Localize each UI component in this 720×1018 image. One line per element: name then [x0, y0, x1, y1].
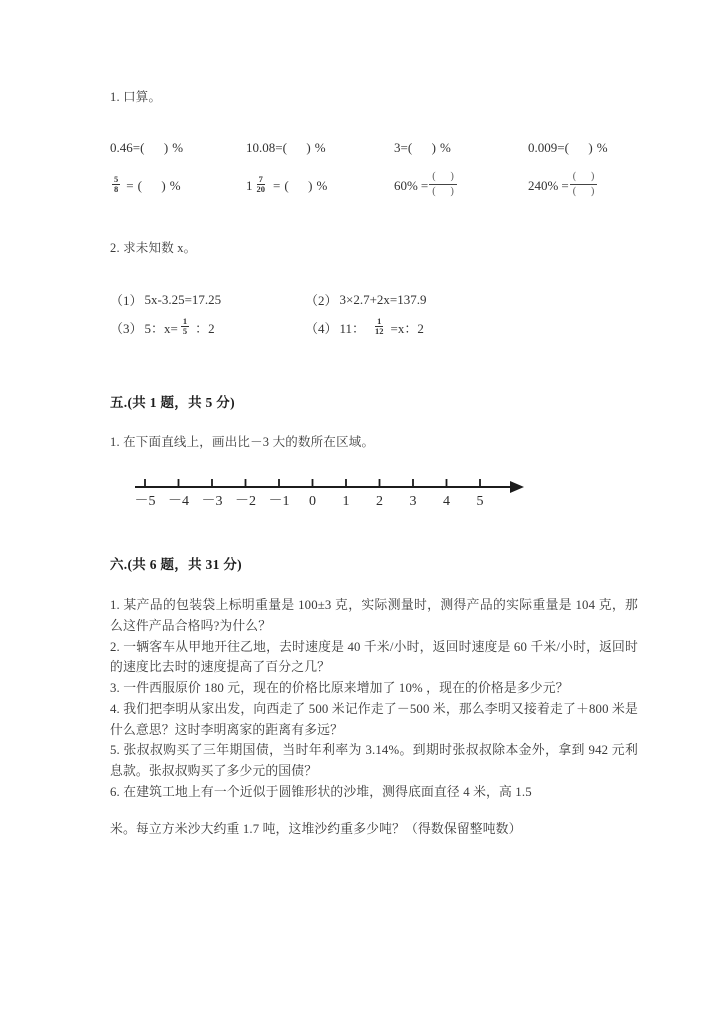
percent-sign: % — [596, 139, 608, 155]
fraction-denominator: 8 — [114, 184, 119, 195]
equation-suffix: ：2 — [195, 321, 215, 336]
number-line — [110, 469, 638, 525]
equation-text: 5x-3.25=17.25 — [144, 291, 222, 307]
section-5-heading: 五.(共 1 题，共 5 分) — [110, 394, 235, 410]
section-6-heading: 六.(共 6 题，共 31 分) — [110, 557, 242, 573]
equals-sign: = — [273, 177, 281, 193]
section-6-question-1: 1. 某产品的包装袋上标明重量是 100±3 克，实际测量时，测得产品的实际重量是 104 克，那么这件产品合格吗?为什么？ — [110, 598, 638, 633]
fraction — [373, 317, 386, 336]
answer-blank[interactable]: ( ) — [282, 139, 311, 155]
oral-calc-item — [528, 140, 638, 156]
number-line-arrow-icon — [510, 481, 524, 493]
expr-text: 0.46= — [110, 139, 141, 155]
number-line-tick-label: 1 — [342, 494, 350, 510]
equation-item-1 — [110, 290, 305, 309]
percent-sign: % — [440, 139, 451, 155]
equation-prefix: 11： — [339, 321, 366, 336]
equals-sign: = — [561, 177, 569, 193]
equation-suffix: =x：2 — [390, 321, 424, 336]
equals-sign: = — [420, 177, 429, 193]
fraction-numerator: 5 — [114, 174, 119, 185]
equation-item-3 — [110, 315, 305, 337]
number-line-svg — [110, 469, 550, 521]
number-line-tick-label: －4 — [168, 494, 189, 510]
number-line-tick-label: 4 — [443, 494, 450, 510]
fraction-numerator: 1 — [377, 315, 382, 326]
section-6-question-2: 2. 一辆客车从甲地开往乙地，去时速度是 40 千米/小时，返回时速度是 60 千米/小时，返回时的速度比去时的速度提高了百分之几？ — [110, 639, 638, 675]
equation-item-2 — [305, 290, 545, 309]
equation-tag: （4） — [305, 321, 338, 336]
fraction-numerator-blank[interactable]: ( ) — [429, 171, 457, 186]
fraction-numerator: 7 — [258, 174, 263, 185]
oral-calc-item — [528, 172, 638, 200]
mixed-whole: 1 — [246, 177, 253, 193]
section-6-question-6-tail: 米。每立方米沙大约重 1.7 吨，这堆沙约重多少吨？（得数保留整吨数） — [110, 822, 522, 837]
worksheet-content — [110, 88, 638, 840]
percent-value: 240% — [528, 177, 559, 193]
answer-blank[interactable]: ( ) — [564, 139, 593, 155]
expr-text: 0.009= — [528, 139, 565, 155]
fraction-numerator: 1 — [182, 315, 188, 326]
number-line-tick-label: －1 — [268, 494, 290, 510]
answer-blank[interactable]: ( ) — [407, 139, 437, 155]
solve-x-heading: 2. 求未知数 x。 — [110, 240, 197, 255]
oral-calc-heading: 1. 口算。 — [110, 90, 162, 104]
fraction-denominator: 20 — [256, 184, 265, 195]
number-line-tick-label: －2 — [235, 494, 256, 510]
fraction-numerator-blank[interactable]: ( ) — [570, 171, 598, 186]
fraction — [181, 317, 189, 336]
number-line-tick-label: －3 — [201, 494, 223, 510]
oral-calc-row-1 — [110, 135, 638, 161]
number-line-tick-label: －5 — [134, 494, 156, 510]
equation-tag: （2） — [305, 293, 338, 308]
equation-text: 3×2.7+2x=137.9 — [339, 291, 427, 307]
section-6-question-4: 4. 我们把李明从家出发，向西走了 500 米记作走了－500 米，那么李明又接着走了＋800 米是什么意思？这时李明离家的距离有多远？ — [110, 701, 638, 737]
equals-sign: = — [126, 177, 134, 193]
oral-calc-item — [246, 176, 394, 195]
fraction-blank[interactable] — [570, 171, 598, 199]
equation-item-4 — [305, 315, 545, 337]
fraction-denominator: 12 — [375, 326, 384, 336]
expr-text: 3= — [394, 139, 408, 155]
answer-blank[interactable]: ( ) — [137, 177, 166, 193]
oral-calc-item — [394, 140, 528, 156]
equation-prefix: 5：x= — [144, 321, 178, 336]
percent-sign: % — [316, 177, 327, 193]
oral-calc-item — [246, 140, 394, 156]
percent-value: 60% — [394, 177, 418, 193]
oral-calc-item — [394, 172, 528, 200]
section-5-question: 1. 在下面直线上，画出比－3 大的数所在区域。 — [110, 434, 375, 449]
number-line-tick-label: 2 — [376, 494, 383, 510]
number-line-labels — [135, 494, 484, 509]
fraction — [255, 175, 268, 194]
fraction — [112, 175, 120, 194]
section-6-question-3: 3. 一件西服原价 180 元，现在的价格比原来增加了 10% ，现在的价格是多少元？ — [110, 681, 569, 696]
oral-calc-item — [110, 176, 246, 195]
percent-sign: % — [169, 177, 181, 193]
fraction-blank[interactable] — [429, 171, 457, 199]
percent-sign: % — [172, 139, 183, 155]
section-6-question-6: 6. 在建筑工地上有一个近似于圆锥形状的沙堆，测得底面直径 4 米，高 1.5 — [110, 784, 532, 799]
oral-calc-row-2 — [110, 170, 638, 199]
number-line-tick-label: 5 — [476, 494, 484, 510]
equation-tag: （3） — [110, 321, 143, 336]
number-line-ticks — [145, 479, 480, 487]
fraction-denominator-blank[interactable]: ( ) — [572, 186, 595, 198]
solve-x-row-2 — [110, 314, 638, 342]
oral-calc-item — [110, 140, 246, 156]
number-line-tick-label: 3 — [409, 494, 417, 510]
answer-blank[interactable]: ( ) — [284, 177, 313, 193]
answer-blank[interactable]: ( ) — [140, 139, 169, 155]
fraction-denominator: 5 — [182, 326, 188, 336]
section-6-question-5: 5. 张叔叔购买了三年期国债，当时年利率为 3.14%。到期时张叔叔除本金外，拿到 942 元利息款。张叔叔购买了多少元的国债？ — [110, 743, 638, 778]
fraction-denominator-blank[interactable]: ( ) — [432, 186, 454, 198]
expr-text: 10.08= — [246, 139, 283, 155]
equation-tag: （1） — [110, 293, 143, 308]
percent-sign: % — [314, 139, 326, 155]
number-line-tick-label: 0 — [309, 494, 316, 510]
solve-x-row-1 — [110, 286, 638, 314]
